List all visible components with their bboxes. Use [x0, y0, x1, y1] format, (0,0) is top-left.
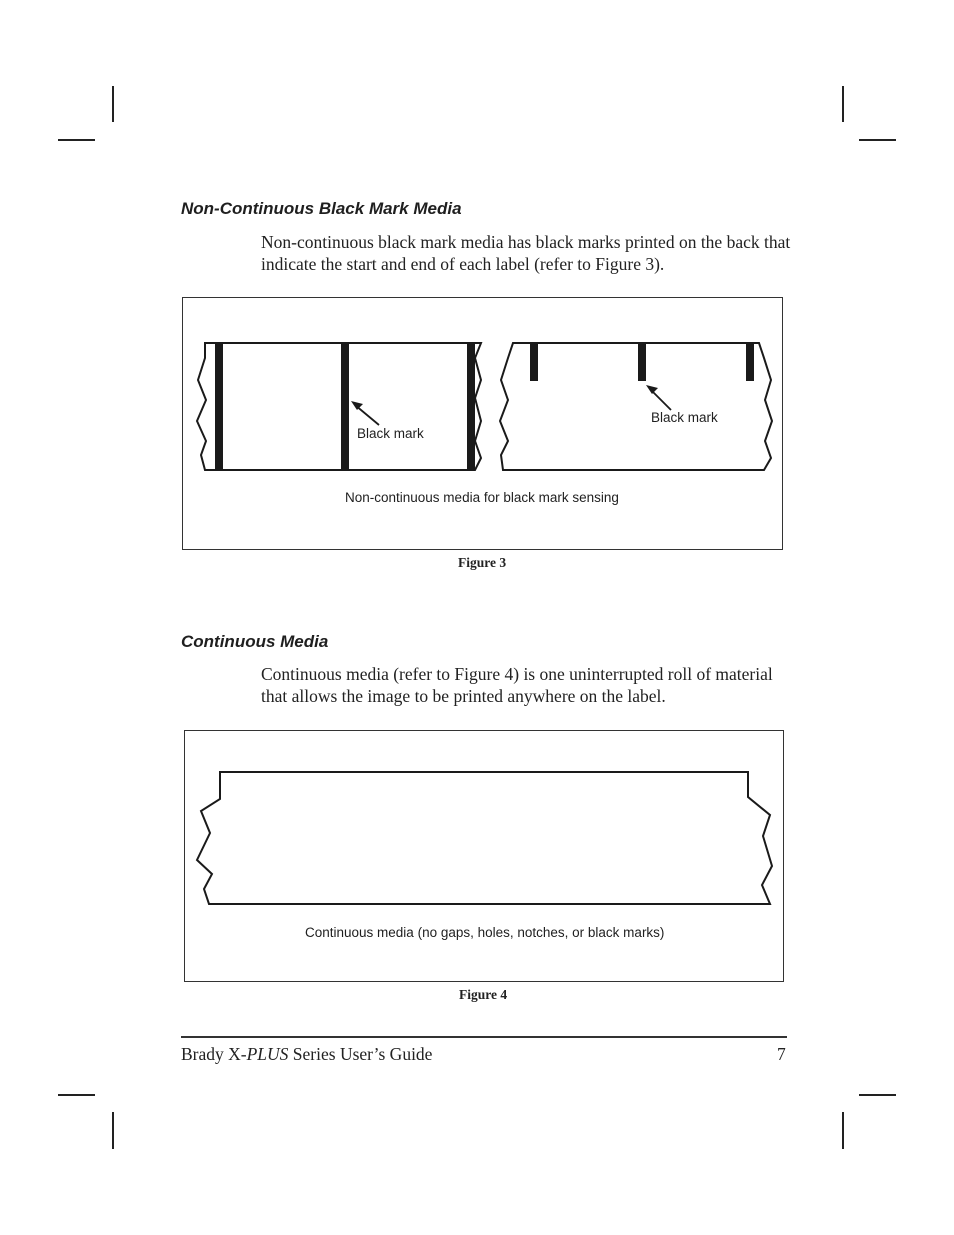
label-strip-right: [500, 343, 772, 470]
section-body-noncontinuous: [261, 232, 791, 275]
crop-mark: [842, 86, 844, 122]
footer-title-italic: PLUS: [246, 1044, 289, 1064]
callout-label-left: Black mark: [357, 426, 424, 441]
body-line: indicate the start and end of each label (refer to Figure 3).: [261, 253, 665, 274]
section-heading-noncontinuous: Non-Continuous Black Mark Media: [181, 199, 462, 218]
black-mark-notch: [638, 343, 646, 381]
figure-4-illustration: [185, 731, 785, 983]
black-mark-bar: [467, 343, 475, 470]
footer-title-suffix: Series User’s Guide: [288, 1044, 433, 1064]
footer-rule: [181, 1036, 787, 1038]
figure-4-label: Figure 4: [459, 987, 508, 1002]
black-mark-bar: [215, 343, 223, 470]
section-body-continuous: [261, 664, 791, 707]
crop-mark: [112, 1112, 114, 1149]
black-mark-bar: [341, 343, 349, 470]
callout-label-right: Black mark: [651, 410, 718, 425]
section-heading-continuous: Continuous Media: [181, 632, 329, 651]
body-line: Continuous media (refer to Figure 4) is one uninterrupted roll of material: [261, 664, 773, 684]
crop-mark: [58, 1094, 95, 1096]
figure-3-label: Figure 3: [458, 555, 507, 570]
footer-guide-title: [181, 1044, 432, 1065]
crop-mark: [859, 139, 896, 141]
page-number: 7: [777, 1044, 786, 1064]
label-strip-left: [197, 343, 481, 470]
footer-title-prefix: Brady X-: [181, 1044, 247, 1064]
black-mark-notch: [746, 343, 754, 381]
continuous-media-strip: [197, 772, 772, 904]
crop-mark: [58, 139, 95, 141]
crop-mark: [859, 1094, 896, 1096]
figure-4-caption: Continuous media (no gaps, holes, notches, or black marks): [305, 925, 665, 940]
crop-mark: [112, 86, 114, 122]
black-mark-notch: [530, 343, 538, 381]
figure-3-frame: [182, 297, 783, 550]
figure-3-caption: Non-continuous media for black mark sensing: [345, 490, 619, 505]
body-line: that allows the image to be printed anywhere on the label.: [261, 685, 666, 706]
crop-mark: [842, 1112, 844, 1149]
body-line: Non-continuous black mark media has black marks printed on the back that: [261, 232, 791, 252]
figure-4-frame: [184, 730, 784, 982]
